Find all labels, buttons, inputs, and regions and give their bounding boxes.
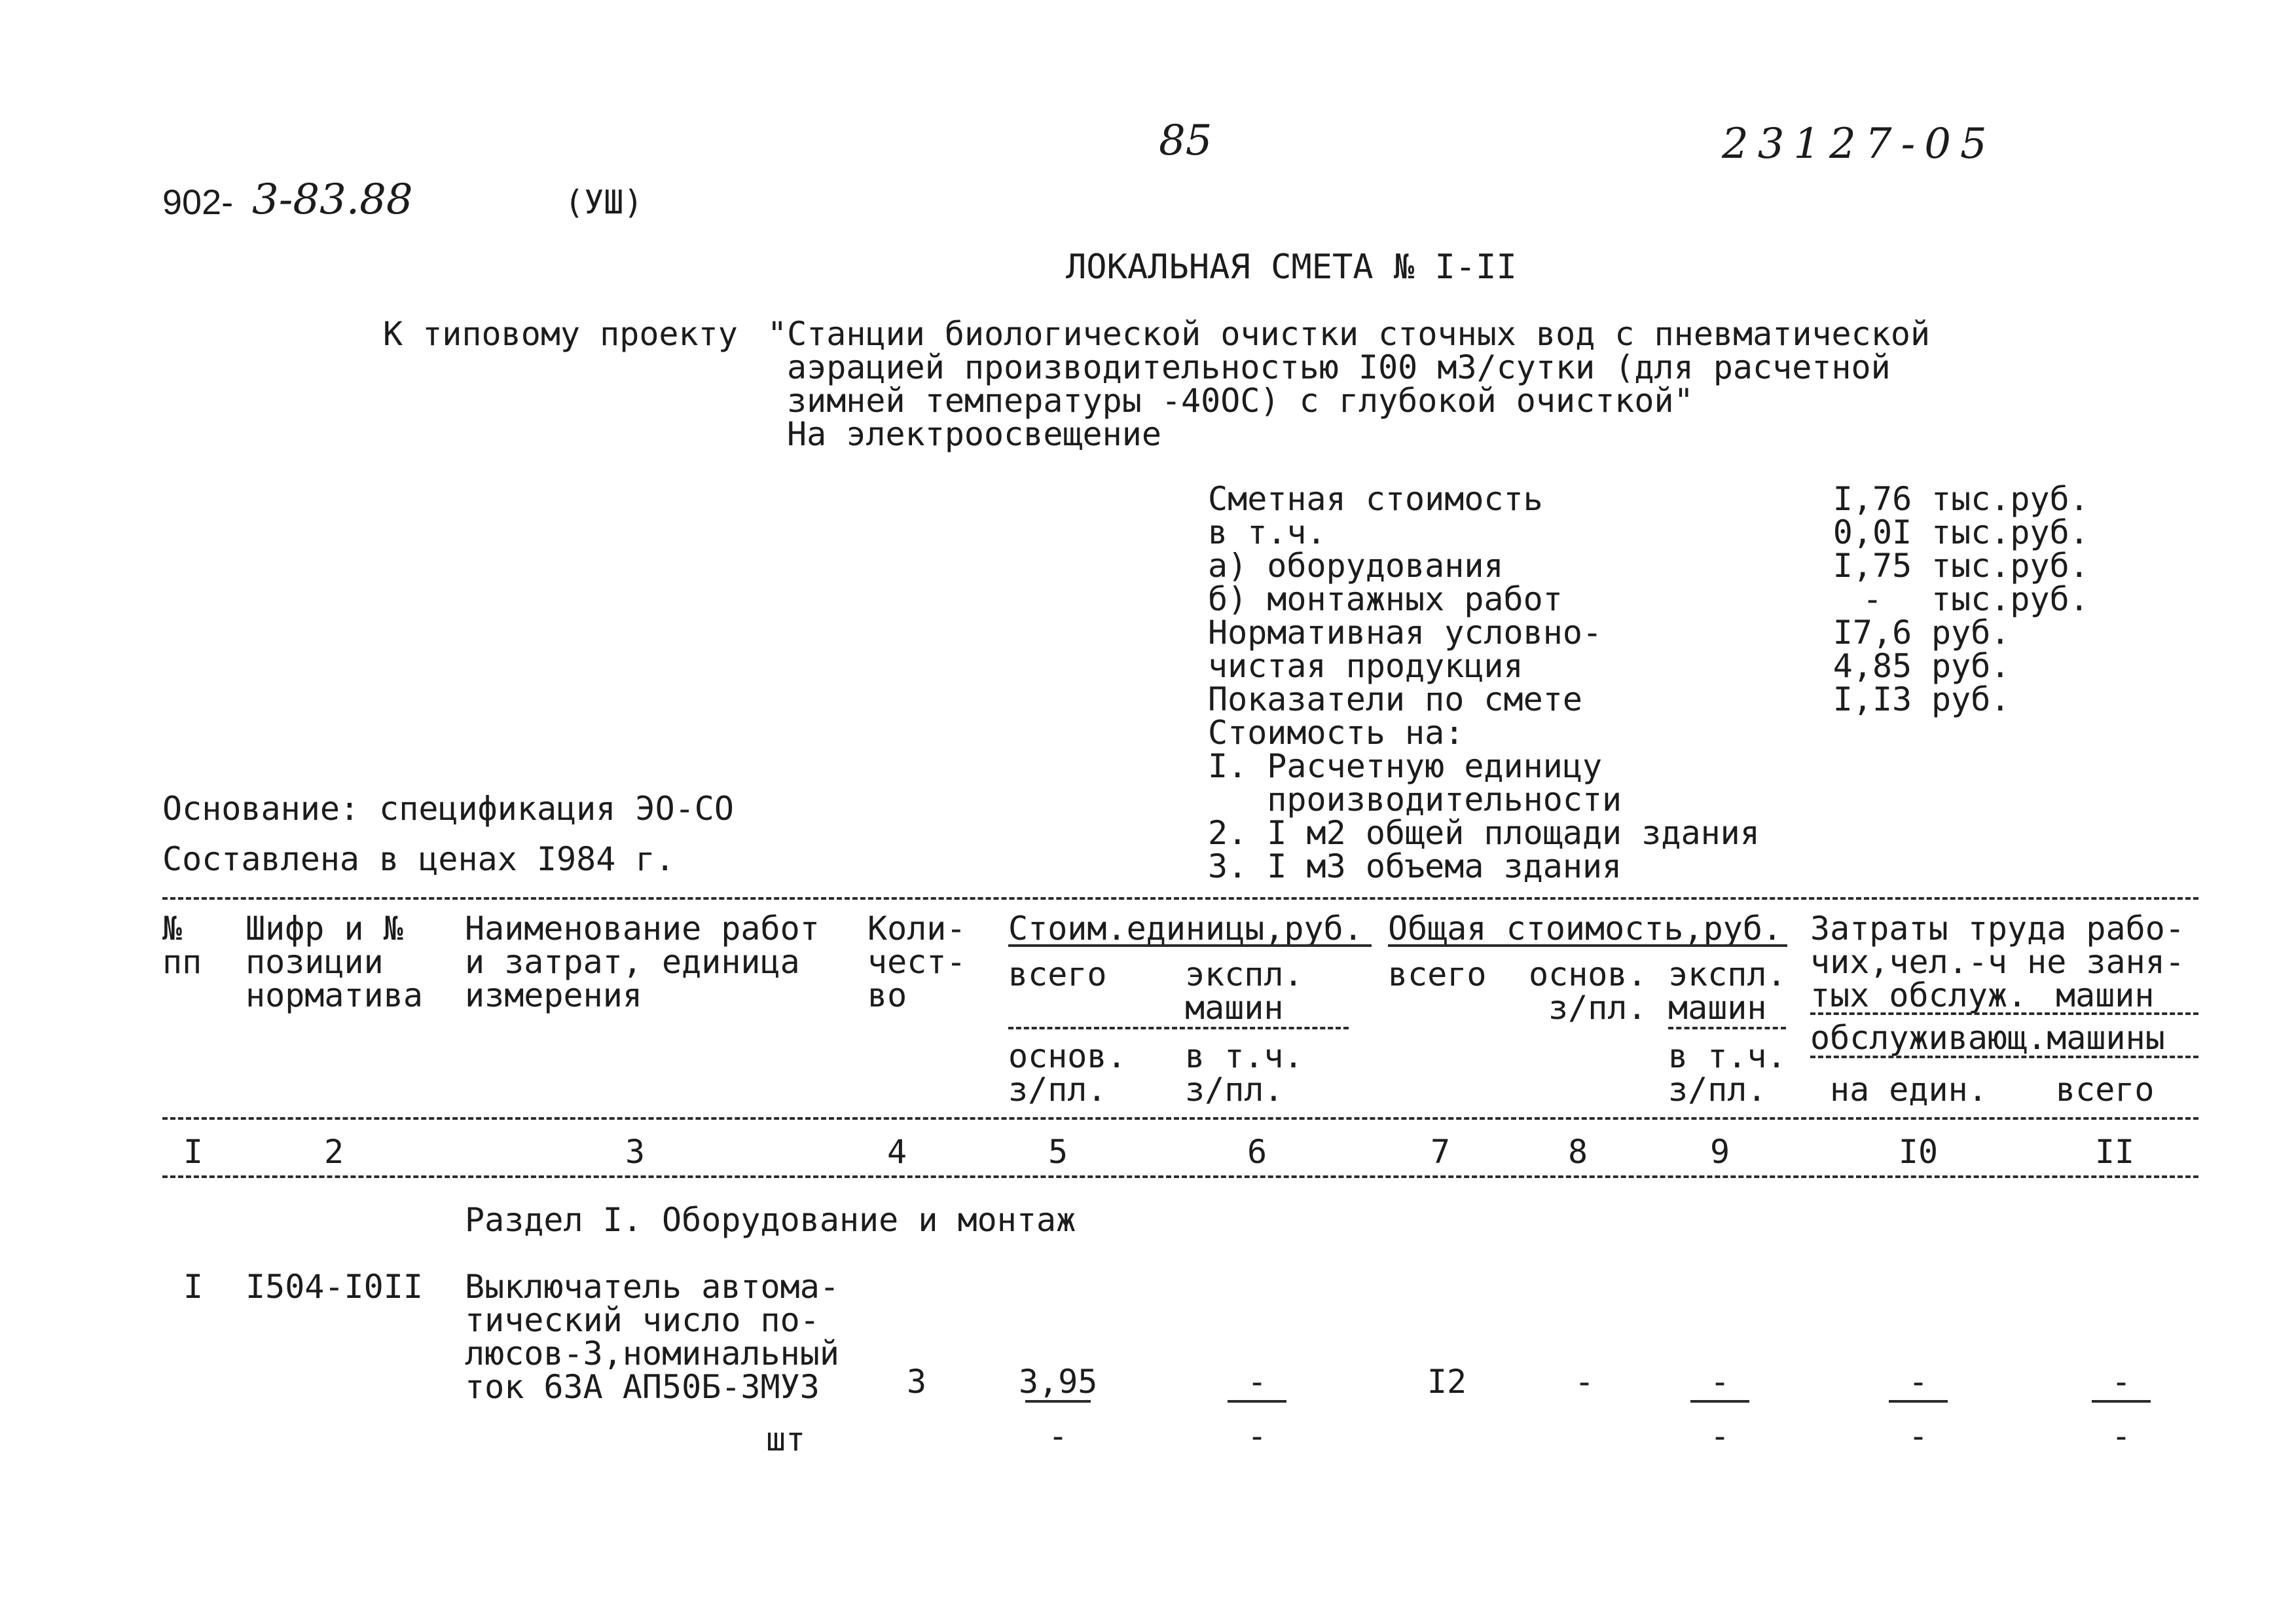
prices-text: Составлена в ценах I984 г. bbox=[162, 840, 675, 878]
header-c6-line: экспл. bbox=[1185, 955, 1303, 993]
header-labor-line1: Затраты труда рабо- bbox=[1810, 910, 2185, 948]
row-name-line: люсов-3,номинальный bbox=[465, 1335, 839, 1373]
row-num: I bbox=[183, 1268, 204, 1306]
header-c6-bottom bbox=[1185, 1037, 1303, 1109]
row-labor-unit-machine: - bbox=[1908, 1417, 1929, 1455]
summary-value: 0,0I bbox=[1832, 513, 1912, 551]
column-numbers-rule bbox=[162, 1175, 2198, 1178]
project-label: К типовому проекту bbox=[383, 315, 738, 353]
header-num-line: пп bbox=[162, 943, 202, 981]
project-line: "Станции биологической очистки сточных вод с пневматической bbox=[767, 315, 1931, 353]
header-name-line: Наименование работ bbox=[465, 910, 820, 948]
row-code: I504-I0II bbox=[246, 1268, 423, 1306]
project-line: аэрацией производительностью I00 м3/сутки (для расчетной bbox=[787, 348, 1891, 386]
row-total-machine-wage: - bbox=[1709, 1417, 1730, 1455]
header-c9b-line: в т.ч. bbox=[1668, 1037, 1787, 1075]
header-c6b-line: з/пл. bbox=[1185, 1071, 1284, 1109]
document-title: ЛОКАЛЬНАЯ СМЕТА № I-II bbox=[1066, 248, 1517, 287]
header-code-line: норматива bbox=[246, 976, 423, 1014]
header-code-line: позиции bbox=[246, 943, 384, 981]
header-c9-line: машин bbox=[1668, 989, 1767, 1027]
summary-value: I,76 bbox=[1832, 480, 1912, 518]
table-header-rule bbox=[162, 1117, 2198, 1120]
header-labor-line3a: тых обслуж. bbox=[1810, 976, 2028, 1014]
document-code: 23127-05 bbox=[1722, 120, 1996, 168]
table-top-rule bbox=[162, 897, 2198, 900]
header-labor-line4: обслуживающ.машины bbox=[1810, 1019, 2165, 1057]
basis-text: Основание: спецификация ЭО-СО bbox=[162, 790, 734, 828]
header-qty-line: Коли- bbox=[867, 910, 966, 948]
project-prefix: 902- bbox=[162, 183, 234, 222]
row-unit-machine: - bbox=[1247, 1363, 1267, 1401]
header-unit-cost-rule bbox=[1008, 1027, 1349, 1029]
header-c9b-line: з/пл. bbox=[1668, 1071, 1767, 1109]
summary-unit: тыс.руб. bbox=[1931, 513, 2089, 551]
summary-unit: тыс.руб. bbox=[1931, 580, 2089, 618]
header-c5-line: основ. bbox=[1008, 1037, 1127, 1075]
header-total-cost-underline bbox=[1388, 944, 1787, 947]
header-c5-top: всего bbox=[1008, 955, 1107, 993]
header-c5-bottom bbox=[1008, 1037, 1127, 1109]
row-unit-wage: - bbox=[1048, 1417, 1068, 1455]
summary-unit: руб. bbox=[1931, 614, 2011, 652]
header-name-line: измерения bbox=[465, 976, 642, 1014]
summary-label: Сметная стоимость bbox=[1208, 480, 1543, 518]
row-unit: шт bbox=[766, 1420, 806, 1458]
summary-label: в т.ч. bbox=[1208, 513, 1326, 551]
summary-value: I,75 bbox=[1832, 547, 1912, 585]
row-qty: 3 bbox=[906, 1363, 927, 1401]
header-c8 bbox=[1529, 955, 1647, 1027]
summary-units bbox=[1931, 480, 2089, 718]
summary-label: Показатели по смете bbox=[1208, 680, 1582, 718]
row-labor-total-machine: - bbox=[2111, 1417, 2132, 1455]
header-unit-cost-group: Стоим.единицы,руб. bbox=[1008, 910, 1363, 948]
summary-unit: руб. bbox=[1931, 647, 2011, 685]
header-num bbox=[162, 912, 202, 979]
header-unit-cost-underline bbox=[1008, 944, 1372, 947]
column-number: 7 bbox=[1430, 1133, 1451, 1171]
header-c11: всего bbox=[2056, 1071, 2155, 1109]
header-c9-rule bbox=[1668, 1027, 1786, 1029]
row-labor-unit: - bbox=[1908, 1363, 1929, 1401]
header-qty bbox=[867, 912, 966, 1012]
header-c9-top bbox=[1668, 955, 1787, 1027]
header-qty-line: чест- bbox=[867, 943, 966, 981]
row-unit-total-underline bbox=[1025, 1400, 1091, 1403]
summary-label: а) оборудования bbox=[1208, 547, 1504, 585]
row-labor-total: - bbox=[2111, 1363, 2132, 1401]
section-title: Раздел I. Оборудование и монтаж bbox=[465, 1201, 1076, 1239]
summary-labels bbox=[1208, 480, 1760, 885]
summary-value: I,I3 bbox=[1832, 680, 1912, 718]
summary-label: 2. I м2 общей площади здания bbox=[1208, 814, 1760, 852]
header-labor-line3b: машин bbox=[2056, 976, 2155, 1014]
row-labor-total-underline bbox=[2092, 1400, 2151, 1403]
header-labor-rule2 bbox=[1810, 1056, 2198, 1058]
column-number: I bbox=[183, 1133, 204, 1171]
column-number: 8 bbox=[1567, 1133, 1588, 1171]
column-number: 6 bbox=[1247, 1133, 1267, 1171]
row-unit-machine-wage: - bbox=[1247, 1417, 1267, 1455]
column-number: II bbox=[2094, 1133, 2135, 1171]
header-c7: всего bbox=[1388, 955, 1487, 993]
column-number: 9 bbox=[1709, 1133, 1730, 1171]
header-c6-top bbox=[1185, 955, 1303, 1027]
summary-label: I. Расчетную единицу bbox=[1208, 747, 1603, 785]
header-labor-rule1 bbox=[1810, 1012, 2198, 1015]
header-c9-bottom bbox=[1668, 1037, 1787, 1109]
summary-unit: тыс.руб. bbox=[1931, 480, 2089, 518]
summary-label: 3. I м3 объема здания bbox=[1208, 847, 1622, 885]
album-number: (УШ) bbox=[564, 183, 644, 221]
row-total: I2 bbox=[1427, 1363, 1467, 1401]
summary-unit: тыс.руб. bbox=[1931, 547, 2089, 585]
project-line: зимней температуры -40ОС) с глубокой очисткой" bbox=[787, 382, 1694, 420]
row-name-line: тический число по- bbox=[465, 1301, 820, 1339]
summary-label: чистая продукция bbox=[1208, 647, 1523, 685]
header-c8-line: основ. bbox=[1529, 955, 1647, 993]
header-c6-line: машин bbox=[1185, 989, 1284, 1027]
row-total-machine: - bbox=[1709, 1363, 1730, 1401]
header-qty-line: во bbox=[867, 976, 907, 1014]
summary-label: б) монтажных работ bbox=[1208, 580, 1563, 618]
header-c5-line: з/пл. bbox=[1008, 1071, 1107, 1109]
row-total-wage: - bbox=[1574, 1363, 1595, 1401]
column-number: 5 bbox=[1048, 1133, 1068, 1171]
header-labor-line2: чих,чел.-ч не заня- bbox=[1810, 943, 2185, 981]
project-line: На электроосвещение bbox=[787, 415, 1161, 453]
summary-values bbox=[1827, 480, 1918, 718]
header-code-line: Шифр и № bbox=[246, 910, 403, 948]
row-unit-total: 3,95 bbox=[1019, 1363, 1098, 1401]
summary-label: Стоимость на: bbox=[1208, 714, 1465, 752]
row-name bbox=[465, 1270, 839, 1404]
header-total-cost-group: Общая стоимость,руб. bbox=[1388, 910, 1783, 948]
header-name bbox=[465, 912, 820, 1012]
summary-value: - bbox=[1862, 580, 1883, 618]
summary-unit: руб. bbox=[1931, 680, 2011, 718]
row-name-line: Выключатель автома- bbox=[465, 1268, 839, 1306]
summary-value: 4,85 bbox=[1832, 647, 1912, 685]
header-c6b-line: в т.ч. bbox=[1185, 1037, 1303, 1075]
summary-label: Нормативная условно- bbox=[1208, 614, 1603, 652]
column-number: 4 bbox=[886, 1133, 907, 1171]
project-number-handwritten: 3-83.88 bbox=[252, 175, 413, 224]
header-name-line: и затрат, единица bbox=[465, 943, 800, 981]
project-description bbox=[767, 315, 1931, 453]
row-unit-machine-underline bbox=[1228, 1400, 1286, 1403]
row-total-machine-underline bbox=[1690, 1400, 1749, 1403]
header-num-line: № bbox=[162, 910, 183, 948]
column-number: 3 bbox=[625, 1133, 646, 1171]
column-number: 2 bbox=[323, 1133, 344, 1171]
summary-value: I7,6 bbox=[1832, 614, 1912, 652]
summary-label: производительности bbox=[1208, 781, 1622, 819]
header-c10: на един. bbox=[1830, 1071, 1988, 1109]
row-labor-unit-underline bbox=[1889, 1400, 1948, 1403]
row-name-line: ток 63А АП50Б-3МУ3 bbox=[465, 1368, 820, 1406]
page-number: 85 bbox=[1159, 117, 1212, 165]
header-c9-line: экспл. bbox=[1668, 955, 1787, 993]
header-c8-line: з/пл. bbox=[1548, 989, 1647, 1027]
header-code bbox=[246, 912, 423, 1012]
column-number: I0 bbox=[1898, 1133, 1939, 1171]
